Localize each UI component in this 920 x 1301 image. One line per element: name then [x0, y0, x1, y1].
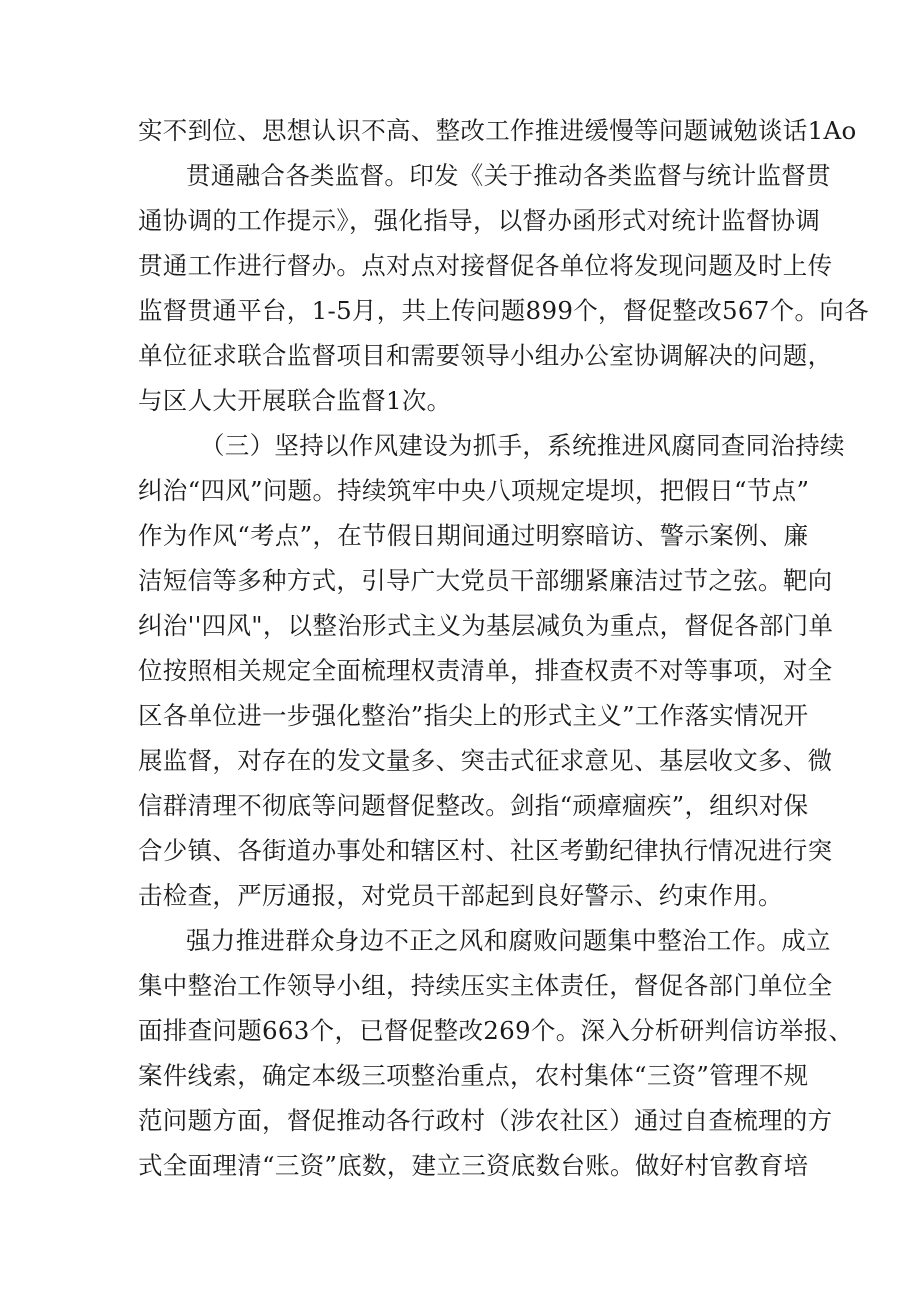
paragraph-last-line: 与区人大开展联合监督1次。: [138, 386, 452, 415]
text-line: 合少镇、各街道办事处和辖区村、社区考勤纪律执行情况进行突: [138, 836, 833, 865]
text-line: 位按照相关规定全面梳理权责清单，排查权责不对等事项，对全: [138, 656, 833, 685]
text-line: 案件线索，确定本级三项整治重点，农村集体“三资”管理不规: [138, 1061, 809, 1090]
text-line: 纠治''四风"，以整治形式主义为基层减负为重点，督促各部门单: [138, 611, 834, 640]
text-line: 集中整治工作领导小组，持续压实主体责任，督促各部门单位全: [138, 971, 833, 1000]
text-line: 洁短信等多种方式，引导广大党员干部绷紧廉洁过节之弦。靶向: [138, 566, 833, 595]
text-line: 贯通工作进行督办。点对点对接督促各单位将发现问题及时上传: [138, 251, 833, 280]
text-line: 纠治“四风”问题。持续筑牢中央八项规定堤坝，把假日“节点”: [138, 476, 810, 505]
text-line: 面排查问题663个，已督促整改269个。深入分析研判信访举报、: [138, 1016, 854, 1045]
text-line: 信群清理不彻底等问题督促整改。剑指“顽瘴痼疾”，组织对保: [138, 791, 809, 820]
text-line: 式全面理清“三资”底数，建立三资底数台账。做好村官教育培: [138, 1151, 809, 1180]
text-line: 展监督，对存在的发文量多、突击式征求意见、基层收文多、微: [138, 746, 833, 775]
text-line: 范问题方面，督促推动各行政村（涉农社区）通过自查梳理的方: [138, 1106, 833, 1135]
text-line: 实不到位、思想认识不高、整改工作推进缓慢等问题诫勉谈话1Ao: [138, 116, 857, 145]
text-line: 单位征求联合监督项目和需要领导小组办公室协调解决的问题，: [138, 341, 833, 370]
text-line: 区各单位进一步强化整治”指尖上的形式主义”工作落实情况开: [138, 701, 809, 730]
text-line: 作为作风“考点”，在节假日期间通过明察暗访、警示案例、廉: [138, 521, 809, 550]
section-heading-line: （三）坚持以作风建设为抓手，系统推进风腐同查同治持续: [200, 431, 845, 460]
paragraph-last-line: 击检查，严厉通报，对党员干部起到良好警示、约束作用。: [138, 881, 783, 910]
paragraph-first-line: 贯通融合各类监督。印发《关于推动各类监督与统计监督贯: [186, 161, 831, 190]
text-line: 通协调的工作提示》，强化指导，以督办函形式对统计监督协调: [138, 206, 821, 235]
text-line: 监督贯通平台，1-5月，共上传问题899个，督促整改567个。向各: [138, 296, 869, 325]
paragraph-first-line: 强力推进群众身边不正之风和腐败问题集中整治工作。成立: [186, 926, 831, 955]
